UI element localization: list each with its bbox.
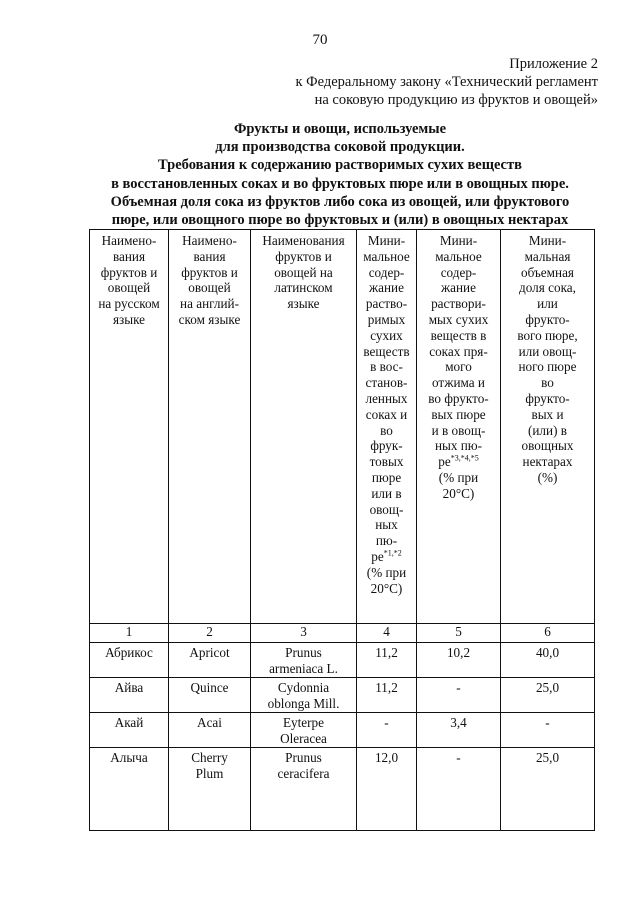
cell-latin-name: Cydonnia oblonga Mill. — [251, 678, 357, 713]
footnote-marker: *3,*4,*5 — [450, 453, 479, 463]
header-line: овощ- — [369, 501, 404, 517]
header-line: и в овощ- — [431, 422, 486, 438]
appendix-line: на соковую продукцию из фруктов и овощей» — [314, 92, 598, 108]
header-line: ных пю- — [434, 438, 483, 454]
title-line: пюре, или овощного пюре во фруктовых и (или) в овощных нектарах — [111, 212, 569, 229]
header-line: товых — [369, 454, 404, 470]
header-line: 20°С) — [370, 580, 403, 596]
table-row — [90, 643, 595, 678]
header-line: в вос- — [370, 359, 403, 375]
column-number: 3 — [251, 624, 357, 643]
title-line: в восстановленных соках и во фруктовых пюре или в овощных пюре. — [111, 175, 569, 192]
header-line: раство- — [365, 296, 408, 312]
table-row — [90, 748, 595, 831]
header-line: овощных — [521, 438, 574, 454]
header-line: веществ в — [430, 327, 487, 343]
header-line: вания — [112, 248, 146, 264]
header-line: или овощ- — [518, 343, 577, 359]
table-row — [90, 678, 595, 713]
header-line: овощей — [107, 280, 151, 296]
header-line: содер- — [440, 264, 477, 280]
table-header-row — [90, 230, 595, 624]
column-number: 5 — [417, 624, 501, 643]
column-number: 1 — [90, 624, 169, 643]
cell-russian-name: Абрикос — [90, 643, 169, 678]
header-line: раствори- — [431, 296, 486, 312]
header-english-name — [169, 230, 251, 624]
header-line: на англий- — [180, 296, 239, 312]
header-line: вания — [193, 248, 226, 264]
header-line: мальное — [435, 248, 482, 264]
cell-dry-restored: 11,2 — [357, 678, 417, 713]
appendix-line: Приложение 2 — [509, 56, 598, 72]
cell-english-name: Cherry Plum — [169, 748, 251, 831]
header-line: фруктов и — [275, 248, 332, 264]
cell-latin-name: Prunus armeniaca L. — [251, 643, 357, 678]
header-line: во — [541, 375, 554, 391]
header-line: Мини- — [439, 233, 478, 248]
header-line: ного пюре — [518, 359, 577, 375]
cell-dry-direct: - — [417, 748, 501, 831]
header-dry-matter-restored — [357, 230, 417, 624]
column-number: 4 — [357, 624, 417, 643]
header-line: Наименования — [262, 233, 345, 248]
header-line: мого — [445, 359, 472, 375]
appendix-reference — [295, 55, 598, 109]
cell-dry-direct: 10,2 — [417, 643, 501, 678]
header-line: мальное — [363, 248, 410, 264]
header-line: ском языке — [178, 311, 241, 327]
header-line: фрукто- — [525, 390, 570, 406]
cell-english-name: Acai — [169, 713, 251, 748]
cell-english-name: Apricot — [169, 643, 251, 678]
header-line: пю- — [375, 533, 398, 549]
header-line: Мини- — [367, 233, 406, 248]
header-line: во фрукто- — [428, 390, 489, 406]
title-line: Фрукты и овощи, используемые — [233, 121, 447, 137]
header-line — [360, 549, 413, 565]
header-line: латинском — [274, 280, 333, 296]
fruit-vegetable-table — [89, 229, 595, 831]
header-line: станов- — [365, 375, 408, 391]
footnote-marker: *1,*2 — [383, 548, 402, 558]
header-line: объемная — [521, 264, 574, 280]
cell-latin-name: Prunus ceracifera — [251, 748, 357, 831]
header-line: (%) — [537, 469, 558, 485]
header-line: ленных — [365, 390, 408, 406]
header-line: фруктов и — [100, 264, 158, 280]
cell-english-name: Quince — [169, 678, 251, 713]
header-line — [420, 454, 497, 470]
header-line: римых — [367, 311, 406, 327]
header-line: сухих — [370, 327, 403, 343]
header-line: во — [380, 422, 393, 438]
header-line: нектарах — [522, 454, 573, 470]
page-number: 70 — [312, 32, 328, 48]
header-line: или — [537, 296, 558, 312]
header-line: пюре — [371, 469, 402, 485]
header-line-text: ре — [371, 548, 384, 564]
cell-juice-share: 25,0 — [501, 678, 595, 713]
cell-juice-share: 40,0 — [501, 643, 595, 678]
header-line: жание — [369, 280, 404, 296]
header-line: мальная — [524, 248, 571, 264]
cell-dry-restored: - — [357, 713, 417, 748]
column-number-row — [90, 624, 595, 643]
header-line: 20°С) — [442, 485, 475, 501]
header-line: содер- — [368, 264, 405, 280]
header-line: (или) в — [527, 422, 567, 438]
header-line: Наимено- — [182, 233, 237, 248]
header-line: фруктов и — [181, 264, 238, 280]
cell-dry-direct: 3,4 — [417, 713, 501, 748]
cell-juice-share: 25,0 — [501, 748, 595, 831]
cell-russian-name: Алыча — [90, 748, 169, 831]
header-line: доля сока, — [519, 280, 576, 296]
header-line: ных — [375, 517, 398, 533]
header-line: веществ — [363, 343, 410, 359]
header-line: на русском — [98, 296, 160, 312]
cell-dry-restored: 11,2 — [357, 643, 417, 678]
title-line: для производства соковой продукции. — [215, 139, 465, 156]
header-line: Наимено- — [101, 233, 157, 248]
cell-juice-share: - — [501, 713, 595, 748]
header-line: мых сухих — [428, 311, 489, 327]
document-title — [80, 120, 600, 229]
header-line-text: ре — [438, 454, 451, 470]
header-line: языке — [287, 296, 320, 312]
header-line: или в — [371, 485, 402, 501]
header-line: вых и — [531, 406, 564, 422]
header-line: овощей на — [274, 264, 333, 280]
header-line: соках и — [365, 406, 408, 422]
header-juice-share — [501, 230, 595, 624]
header-line: вого пюре, — [517, 327, 578, 343]
header-dry-matter-direct — [417, 230, 501, 624]
header-line: языке — [112, 311, 146, 327]
appendix-line: к Федеральному закону «Технический регламент — [295, 74, 598, 90]
column-number: 2 — [169, 624, 251, 643]
header-line: фрукто- — [525, 311, 570, 327]
cell-dry-direct: - — [417, 678, 501, 713]
cell-dry-restored: 12,0 — [357, 748, 417, 831]
cell-russian-name: Айва — [90, 678, 169, 713]
title-line: Требования к содержанию растворимых сухих веществ — [158, 157, 522, 174]
header-latin-name — [251, 230, 357, 624]
header-russian-name — [90, 230, 169, 624]
header-line: вых пюре — [431, 406, 486, 422]
header-line: отжима и — [432, 375, 485, 391]
header-line: фрук- — [370, 438, 403, 454]
title-line: Объемная доля сока из фруктов либо сока из овощей, или фруктового — [110, 193, 570, 210]
column-number: 6 — [501, 624, 595, 643]
header-line: соках пря- — [429, 343, 488, 359]
header-line: (% при — [438, 469, 479, 485]
header-line: (% при — [366, 564, 407, 580]
cell-latin-name: Eyterpe Oleracea — [251, 713, 357, 748]
header-line: овощей — [188, 280, 231, 296]
header-line: жание — [441, 280, 476, 296]
header-line: Мини- — [528, 233, 567, 248]
table-row — [90, 713, 595, 748]
cell-russian-name: Акай — [90, 713, 169, 748]
